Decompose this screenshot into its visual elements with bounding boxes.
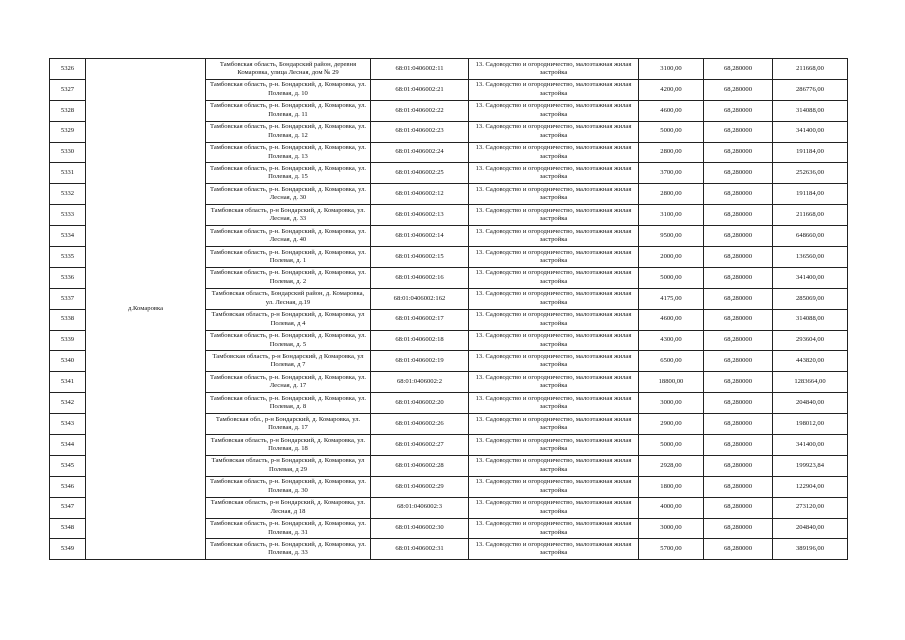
row-number: 5343 [50,414,86,435]
land-use-cell: 13. Садоводство и огородничество, малоэтажная жилая застройка [469,539,639,560]
cadastral-value-table [49,58,848,560]
land-use-cell: 13. Садоводство и огородничество, малоэтажная жилая застройка [469,163,639,184]
row-number: 5349 [50,539,86,560]
address-cell: Тамбовская область, р-н. Бондарский, д. Комаровка, ул. Полевая, д. 30 [206,476,371,497]
address-cell: Тамбовская область, р-н. Бондарский, д. Комаровка, ул. Лесная, д. 17 [206,372,371,393]
area-cell: 4200,00 [639,79,704,100]
land-use-cell: 13. Садоводство и огородничество, малоэтажная жилая застройка [469,435,639,456]
land-use-cell: 13. Садоводство и огородничество, малоэтажная жилая застройка [469,288,639,309]
row-number: 5330 [50,142,86,163]
specific-value-cell: 68,280000 [704,435,773,456]
cadastral-number-cell: 68:01:0406002:11 [371,59,469,80]
area-cell: 9500,00 [639,226,704,247]
cadastral-number-cell: 68:01:0406002:15 [371,247,469,268]
cadastral-number-cell: 68:01:0406002:28 [371,455,469,476]
cadastral-value-cell: 443820,00 [773,351,848,372]
specific-value-cell: 68,280000 [704,226,773,247]
row-number: 5333 [50,205,86,226]
cadastral-value-cell: 199923,84 [773,455,848,476]
row-number: 5340 [50,351,86,372]
address-cell: Тамбовская область, р-н Бондарский, д. Комаровка, ул. Лесная, д 18 [206,497,371,518]
area-cell: 2000,00 [639,247,704,268]
area-cell: 5000,00 [639,121,704,142]
cadastral-value-cell: 341400,00 [773,435,848,456]
area-cell: 3100,00 [639,59,704,80]
area-cell: 4600,00 [639,309,704,330]
cadastral-number-cell: 68:01:0406002:13 [371,205,469,226]
specific-value-cell: 68,280000 [704,309,773,330]
land-use-cell: 13. Садоводство и огородничество, малоэтажная жилая застройка [469,121,639,142]
row-number: 5328 [50,100,86,121]
cadastral-value-cell: 198012,00 [773,414,848,435]
cadastral-number-cell: 68:01:0406002:31 [371,539,469,560]
specific-value-cell: 68,280000 [704,476,773,497]
row-number: 5332 [50,184,86,205]
cadastral-number-cell: 68:01:0406002:19 [371,351,469,372]
cadastral-number-cell: 68:01:0406002:12 [371,184,469,205]
land-use-cell: 13. Садоводство и огородничество, малоэтажная жилая застройка [469,267,639,288]
cadastral-value-cell: 1283664,00 [773,372,848,393]
cadastral-value-cell: 252636,00 [773,163,848,184]
address-cell: Тамбовская область, р-н. Бондарский, д. Комаровка, ул. Полевая, д. 12 [206,121,371,142]
area-cell: 3100,00 [639,205,704,226]
cadastral-number-cell: 68:01:0406002:162 [371,288,469,309]
row-number: 5339 [50,330,86,351]
cadastral-number-cell: 68:01:0406002:3 [371,497,469,518]
row-number: 5334 [50,226,86,247]
land-use-cell: 13. Садоводство и огородничество, малоэтажная жилая застройка [469,309,639,330]
specific-value-cell: 68,280000 [704,267,773,288]
land-use-cell: 13. Садоводство и огородничество, малоэтажная жилая застройка [469,414,639,435]
area-cell: 5000,00 [639,435,704,456]
area-cell: 4600,00 [639,100,704,121]
table-row [50,59,848,80]
cadastral-number-cell: 68:01:0406002:14 [371,226,469,247]
row-number: 5341 [50,372,86,393]
land-use-cell: 13. Садоводство и огородничество, малоэтажная жилая застройка [469,476,639,497]
specific-value-cell: 68,280000 [704,142,773,163]
address-cell: Тамбовская область, р-н Бондарский, д Комаровка, ул Полевая, д 7 [206,351,371,372]
cadastral-value-cell: 314088,00 [773,309,848,330]
land-use-cell: 13. Садоводство и огородничество, малоэтажная жилая застройка [469,226,639,247]
cadastral-value-cell: 211668,00 [773,59,848,80]
land-use-cell: 13. Садоводство и огородничество, малоэтажная жилая застройка [469,142,639,163]
area-cell: 3700,00 [639,163,704,184]
cadastral-number-cell: 68:01:0406002:27 [371,435,469,456]
specific-value-cell: 68,280000 [704,184,773,205]
cadastral-number-cell: 68:01:0406002:24 [371,142,469,163]
cadastral-number-cell: 68:01:0406002:18 [371,330,469,351]
row-number: 5335 [50,247,86,268]
address-cell: Тамбовская область, р-н. Бондарский, д. Комаровка, ул. Лесная, д. 40 [206,226,371,247]
address-cell: Тамбовская область, р-н. Бондарский, д. Комаровка, ул. Лесная, д. 30 [206,184,371,205]
row-number: 5344 [50,435,86,456]
row-number: 5326 [50,59,86,80]
row-number: 5346 [50,476,86,497]
cadastral-value-cell: 293604,00 [773,330,848,351]
area-cell: 3000,00 [639,393,704,414]
specific-value-cell: 68,280000 [704,414,773,435]
cadastral-value-cell: 136560,00 [773,247,848,268]
area-cell: 18800,00 [639,372,704,393]
specific-value-cell: 68,280000 [704,539,773,560]
cadastral-value-cell: 285069,00 [773,288,848,309]
address-cell: Тамбовская область, р-н. Бондарский, д. Комаровка, ул. Полевая, д. 33 [206,539,371,560]
address-cell: Тамбовская область, р-н. Бондарский, д. Комаровка, ул. Полевая, д. 10 [206,79,371,100]
row-number: 5331 [50,163,86,184]
cadastral-value-cell: 273120,00 [773,497,848,518]
specific-value-cell: 68,280000 [704,518,773,539]
cadastral-number-cell: 68:01:0406002:21 [371,79,469,100]
specific-value-cell: 68,280000 [704,455,773,476]
cadastral-number-cell: 68:01:0406002:29 [371,476,469,497]
cadastral-number-cell: 68:01:0406002:30 [371,518,469,539]
area-cell: 2900,00 [639,414,704,435]
cadastral-value-cell: 204840,00 [773,393,848,414]
cadastral-value-cell: 341400,00 [773,121,848,142]
area-cell: 4300,00 [639,330,704,351]
cadastral-value-cell: 389196,00 [773,539,848,560]
area-cell: 4000,00 [639,497,704,518]
specific-value-cell: 68,280000 [704,330,773,351]
address-cell: Тамбовская область, р-н. Бондарский, д. Комаровка, ул. Полевая, д. 15 [206,163,371,184]
land-use-cell: 13. Садоводство и огородничество, малоэтажная жилая застройка [469,184,639,205]
address-cell: Тамбовская область, р-н. Бондарский, д. Комаровка, ул. Полевая, д. 1 [206,247,371,268]
address-cell: Тамбовская область, р-н Бондарский, д. Комаровка, ул. Полевая, д. 18 [206,435,371,456]
row-number: 5336 [50,267,86,288]
cadastral-value-cell: 191184,00 [773,184,848,205]
land-use-cell: 13. Садоводство и огородничество, малоэтажная жилая застройка [469,497,639,518]
land-use-cell: 13. Садоводство и огородничество, малоэтажная жилая застройка [469,205,639,226]
specific-value-cell: 68,280000 [704,121,773,142]
area-cell: 4175,00 [639,288,704,309]
area-cell: 5000,00 [639,267,704,288]
land-use-cell: 13. Садоводство и огородничество, малоэтажная жилая застройка [469,100,639,121]
area-cell: 3000,00 [639,518,704,539]
specific-value-cell: 68,280000 [704,372,773,393]
row-number: 5347 [50,497,86,518]
cadastral-value-cell: 648660,00 [773,226,848,247]
address-cell: Тамбовская область, р-н Бондарский, д. Комаровка, ул Полевая, д 4 [206,309,371,330]
cadastral-number-cell: 68:01:0406002:20 [371,393,469,414]
cadastral-number-cell: 68:01:0406002:22 [371,100,469,121]
address-cell: Тамбовская область, р-н Бондарский, д. Комаровка, ул. Лесная, д. 33 [206,205,371,226]
cadastral-value-cell: 286776,00 [773,79,848,100]
specific-value-cell: 68,280000 [704,163,773,184]
row-number: 5338 [50,309,86,330]
row-number: 5329 [50,121,86,142]
cadastral-value-cell: 204840,00 [773,518,848,539]
specific-value-cell: 68,280000 [704,351,773,372]
address-cell: Тамбовская область, р-н. Бондарский, д. Комаровка, ул. Полевая, д. 8 [206,393,371,414]
row-number: 5337 [50,288,86,309]
land-use-cell: 13. Садоводство и огородничество, малоэтажная жилая застройка [469,247,639,268]
land-use-cell: 13. Садоводство и огородничество, малоэтажная жилая застройка [469,330,639,351]
address-cell: Тамбовская область, р-н. Бондарский, д. Комаровка, ул. Полевая, д. 31 [206,518,371,539]
land-use-cell: 13. Садоводство и огородничество, малоэтажная жилая застройка [469,372,639,393]
cadastral-number-cell: 68:01:0406002:2 [371,372,469,393]
row-number: 5342 [50,393,86,414]
land-use-cell: 13. Садоводство и огородничество, малоэтажная жилая застройка [469,455,639,476]
row-number: 5345 [50,455,86,476]
land-use-cell: 13. Садоводство и огородничество, малоэтажная жилая застройка [469,351,639,372]
cadastral-number-cell: 68:01:0406002:26 [371,414,469,435]
land-use-cell: 13. Садоводство и огородничество, малоэтажная жилая застройка [469,518,639,539]
cadastral-value-cell: 211668,00 [773,205,848,226]
address-cell: Тамбовская обл., р-н Бондарский, д. Комаровка, ул. Полевая, д. 17 [206,414,371,435]
cadastral-value-cell: 314088,00 [773,100,848,121]
specific-value-cell: 68,280000 [704,59,773,80]
area-cell: 2928,00 [639,455,704,476]
address-cell: Тамбовская область, р-н. Бондарский, д. Комаровка, ул. Полевая, д. 13 [206,142,371,163]
specific-value-cell: 68,280000 [704,79,773,100]
specific-value-cell: 68,280000 [704,288,773,309]
address-cell: Тамбовская область, р-н. Бондарский, д. Комаровка, ул. Полевая, д. 2 [206,267,371,288]
row-number: 5327 [50,79,86,100]
cadastral-value-cell: 122904,00 [773,476,848,497]
cadastral-number-cell: 68:01:0406002:23 [371,121,469,142]
area-cell: 6500,00 [639,351,704,372]
land-use-cell: 13. Садоводство и огородничество, малоэтажная жилая застройка [469,393,639,414]
cadastral-number-cell: 68:01:0406002:25 [371,163,469,184]
cadastral-value-cell: 191184,00 [773,142,848,163]
specific-value-cell: 68,280000 [704,205,773,226]
area-cell: 5700,00 [639,539,704,560]
row-number: 5348 [50,518,86,539]
land-use-cell: 13. Садоводство и огородничество, малоэтажная жилая застройка [469,79,639,100]
address-cell: Тамбовская область, р-н. Бондарский, д. Комаровка, ул. Полевая, д. 5 [206,330,371,351]
cadastral-number-cell: 68:01:0406002:17 [371,309,469,330]
area-cell: 1800,00 [639,476,704,497]
area-cell: 2800,00 [639,184,704,205]
specific-value-cell: 68,280000 [704,247,773,268]
address-cell: Тамбовская область, Бондарский район, д. Комаровка, ул. Лесная, д.19 [206,288,371,309]
specific-value-cell: 68,280000 [704,100,773,121]
address-cell: Тамбовская область, р-н Бондарский, д. Комаровка, ул Полевая, д 29 [206,455,371,476]
locality-cell: д.Комаровка [86,59,206,560]
specific-value-cell: 68,280000 [704,497,773,518]
address-cell: Тамбовская область, р-н. Бондарский, д. Комаровка, ул. Полевая, д. 11 [206,100,371,121]
area-cell: 2800,00 [639,142,704,163]
specific-value-cell: 68,280000 [704,393,773,414]
address-cell: Тамбовская область, Бондарский район, деревня Комаровка, улица Лесная, дом № 29 [206,59,371,80]
cadastral-number-cell: 68:01:0406002:16 [371,267,469,288]
cadastral-value-cell: 341400,00 [773,267,848,288]
land-use-cell: 13. Садоводство и огородничество, малоэтажная жилая застройка [469,59,639,80]
